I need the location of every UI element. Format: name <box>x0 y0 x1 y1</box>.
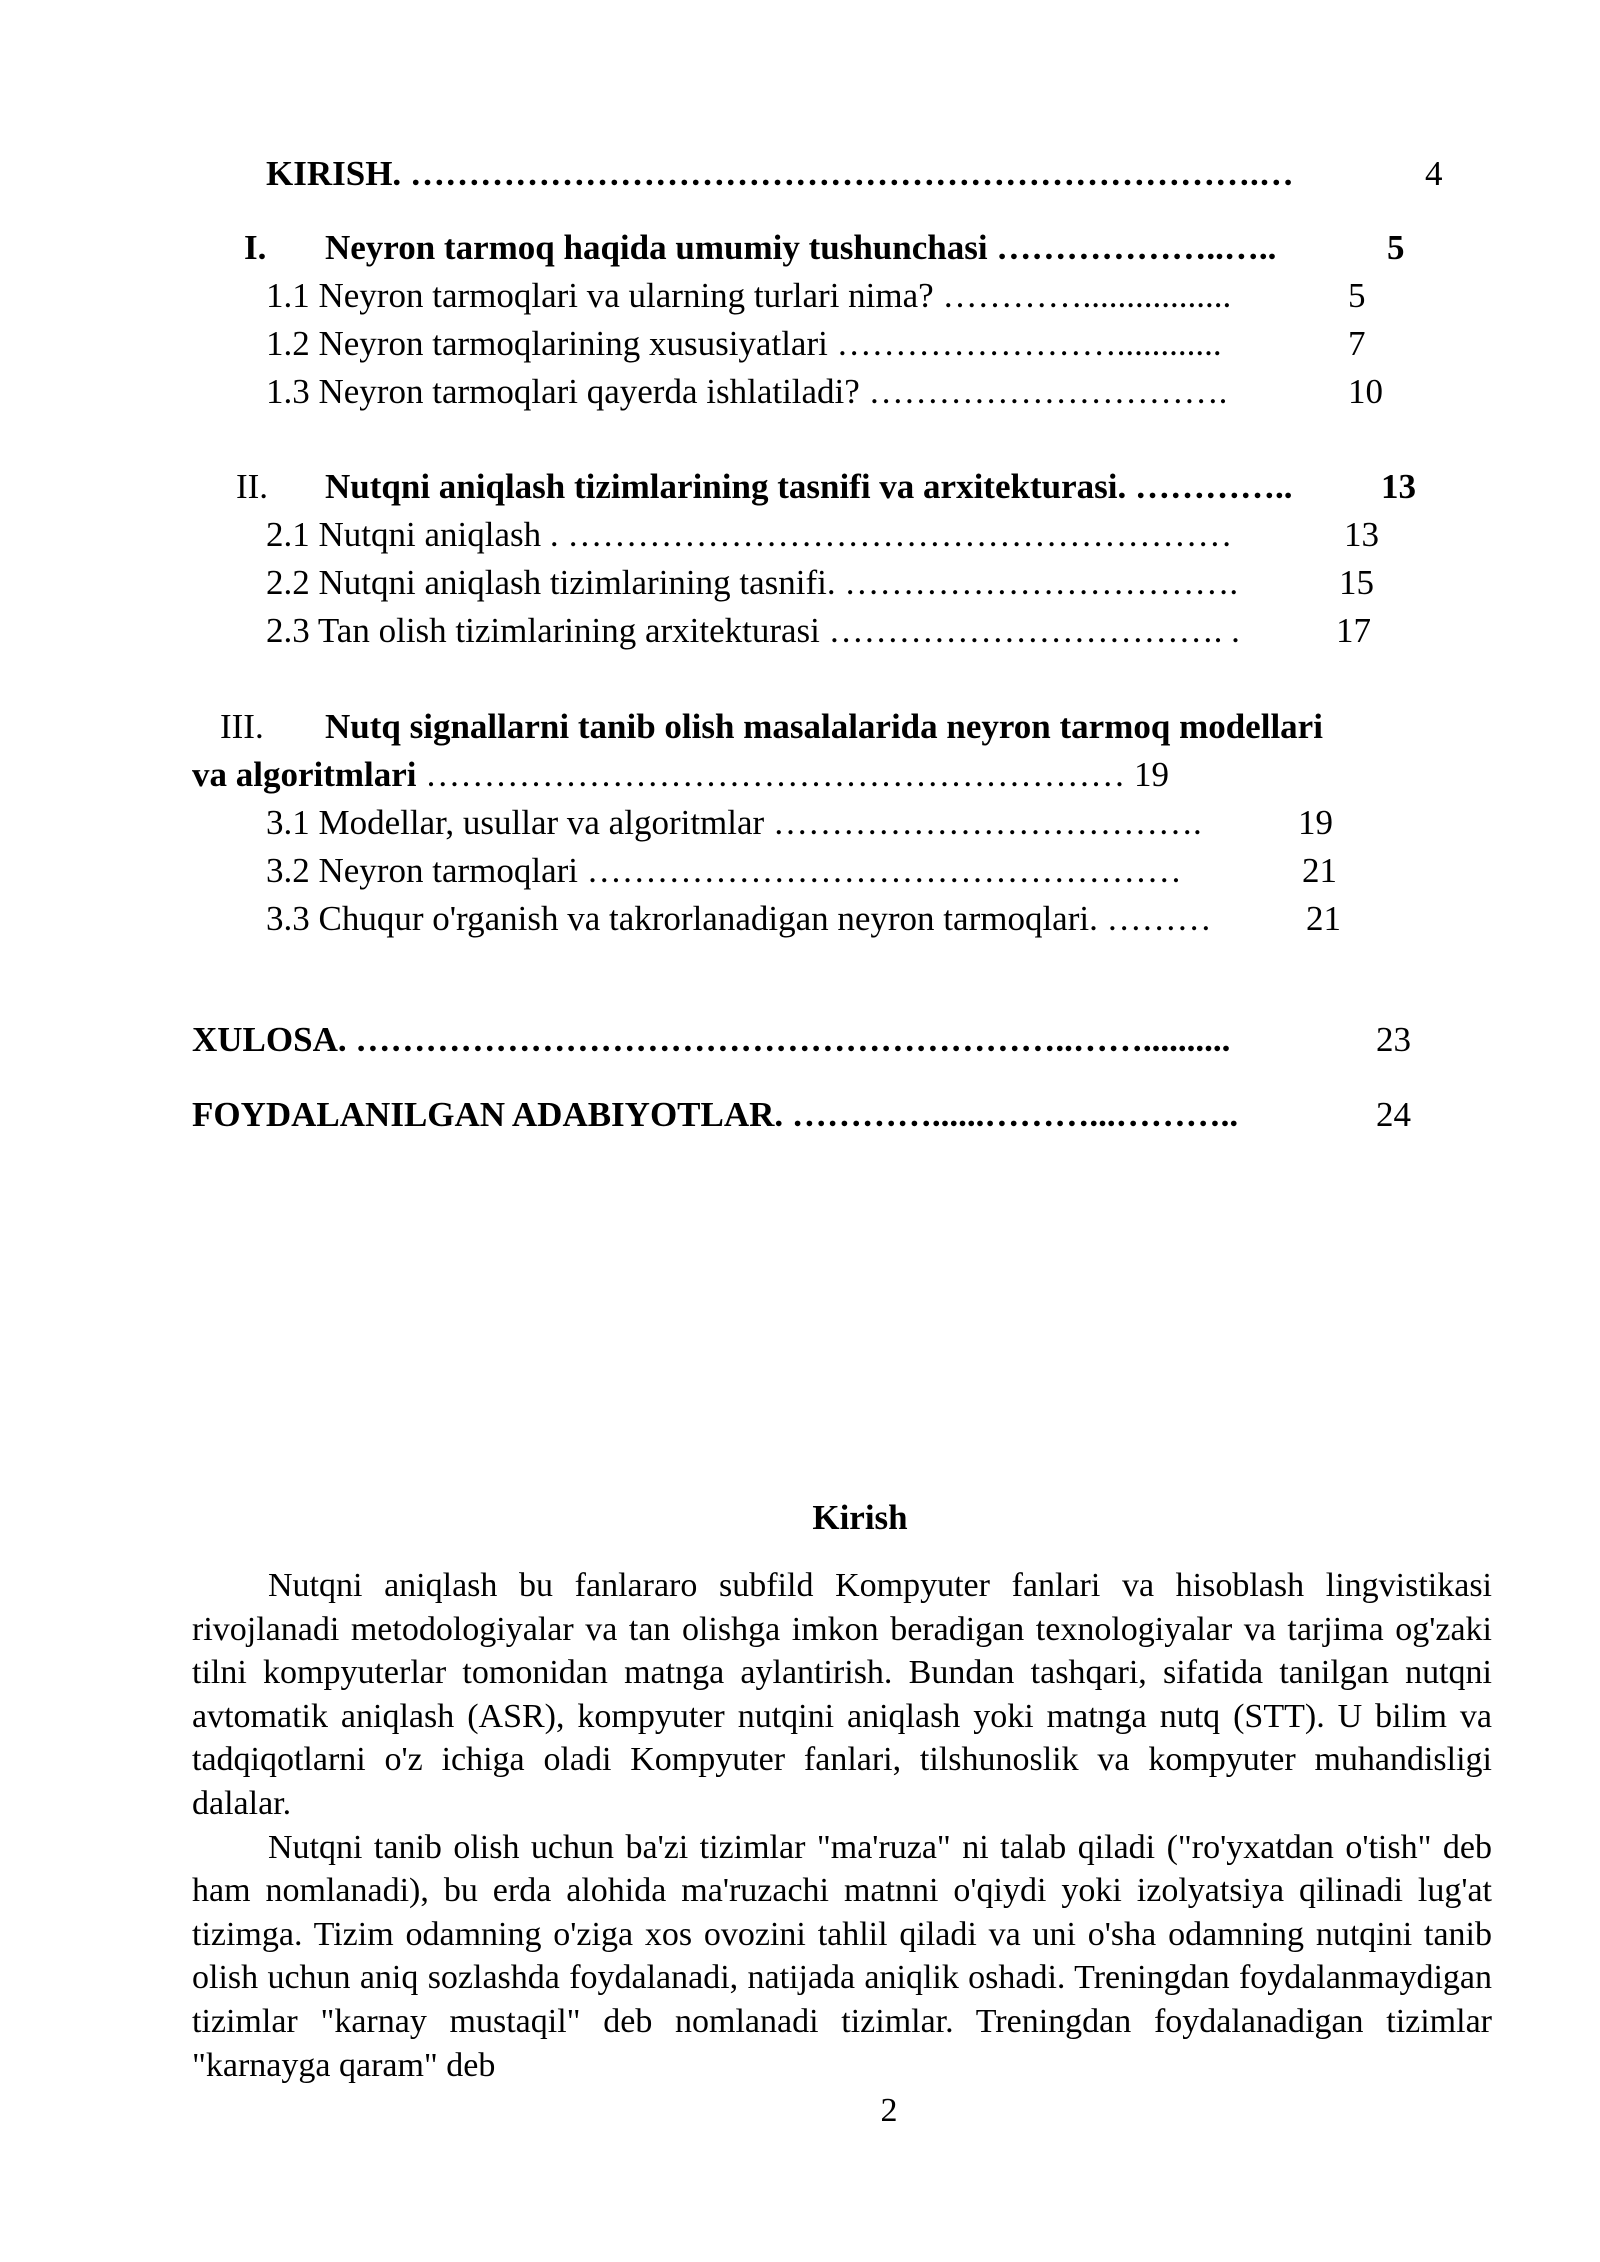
toc-entry-chapter-1[interactable] <box>325 226 1276 270</box>
toc-item-number: 2.1 <box>266 515 310 554</box>
toc-entry-xulosa[interactable] <box>192 1018 1230 1062</box>
toc-leader-dots: ……………………............ <box>836 324 1222 363</box>
toc-leader-dots: ……… <box>1106 899 1212 938</box>
toc-entry-3-3[interactable] <box>266 897 1212 941</box>
toc-page-number: 5 <box>1348 276 1366 315</box>
toc-chapter-title: Nutqni aniqlash tizimlarining tasnifi va arxitekturasi. <box>325 467 1127 506</box>
toc-page-number: 15 <box>1339 563 1374 602</box>
toc-label: KIRISH. <box>266 154 402 193</box>
section-heading: Kirish <box>812 1498 908 1537</box>
toc-page-number: 13 <box>1344 515 1379 554</box>
toc-leader-dots: ……………………………………………………..…….......... <box>355 1020 1231 1059</box>
toc-label: XULOSA. <box>192 1020 347 1059</box>
toc-entry-2-2[interactable] <box>266 561 1238 605</box>
page-number: 2 <box>880 2092 898 2129</box>
toc-entry-1-1[interactable] <box>266 274 1231 318</box>
toc-page-number: 21 <box>1302 851 1337 890</box>
toc-item-title: Tan olish tizimlarining arxitekturasi <box>317 611 820 650</box>
toc-entry-1-2[interactable] <box>266 322 1222 366</box>
toc-item-title: Neyron tarmoqlari va ularning turlari nima? <box>318 276 934 315</box>
body-paragraph: Nutqni tanib olish uchun ba'zi tizimlar "ma'ruza" ni talab qiladi ("ro'yxatdan o'tish" deb ham nomlanadi), bu erda alohida ma'ruzachi matnni o'qiydi yoki izolyatsiya qilinadi lug'at tizimga. Tizim odamning o'ziga xos ovozini tahlil qiladi va uni o'sha odamning nutqini tanib olish uchun aniq sozlashda foydalanadi, natijada aniqlik oshadi. Treningdan foydalanmaydigan tizimlar "karnay mustaqil" deb nomlanadi tizimlar. Treningdan foydalanadigan tizimlar "karnayga qaram" deb <box>192 1828 1492 2084</box>
toc-item-number: 1.2 <box>266 324 310 363</box>
toc-item-number: 3.2 <box>266 851 310 890</box>
toc-page-number: 4 <box>1425 154 1443 193</box>
toc-page-number: 21 <box>1306 899 1341 938</box>
toc-chapter-title: Nutq signallarni tanib olish masalalarida neyron tarmoq modellari <box>325 707 1323 746</box>
toc-entry-3-1[interactable] <box>266 801 1202 845</box>
toc-item-title: Nutqni aniqlash tizimlarining tasnifi. <box>318 563 836 602</box>
toc-chapter-title-continued: va algoritmlari <box>192 755 417 794</box>
toc-leader-dots: ……………………………………………………………….… <box>409 154 1294 193</box>
toc-page-number: 10 <box>1348 372 1383 411</box>
toc-leader-dots: ………………………………………………… <box>567 515 1233 554</box>
toc-entry-chapter-2[interactable] <box>325 465 1292 509</box>
toc-item-title: Chuqur o'rganish va takrorlanadigan neyron tarmoqlari. <box>318 899 1098 938</box>
toc-entry-kirish[interactable] <box>266 152 1294 196</box>
toc-item-number: 2.3 <box>266 611 310 650</box>
toc-item-number: 1.1 <box>266 276 310 315</box>
toc-leader-dots: …………………………. <box>868 372 1228 411</box>
toc-leader-dots: …………................. <box>942 276 1232 315</box>
toc-leader-dots: …………………………………………………… <box>425 755 1126 794</box>
toc-leader-dots: ………………..….. <box>996 228 1277 267</box>
toc-item-number: 3.3 <box>266 899 310 938</box>
toc-item-number: 3.1 <box>266 803 310 842</box>
toc-item-title: Neyron tarmoqlari <box>318 851 578 890</box>
toc-item-number: 2.2 <box>266 563 310 602</box>
toc-leader-dots: ………………………………. <box>772 803 1202 842</box>
toc-chapter-title: Neyron tarmoq haqida umumiy tushunchasi <box>325 228 988 267</box>
toc-leader-dots: …………………………………………… <box>586 851 1182 890</box>
toc-chapter-number: II. <box>236 467 269 506</box>
toc-leader-dots: …………......………...……….. <box>791 1095 1239 1134</box>
toc-entry-1-3[interactable] <box>266 370 1227 414</box>
toc-page-number: 7 <box>1348 324 1366 363</box>
toc-page-number: 13 <box>1381 467 1416 506</box>
toc-page-number: 23 <box>1376 1020 1411 1059</box>
toc-chapter-number: III. <box>220 707 264 746</box>
toc-item-title: Neyron tarmoqlarining xususiyatlari <box>318 324 828 363</box>
toc-item-title: Nutqni aniqlash . <box>318 515 559 554</box>
toc-entry-2-1[interactable] <box>266 513 1232 557</box>
toc-label: FOYDALANILGAN ADABIYOTLAR. <box>192 1095 784 1134</box>
toc-item-title: Modellar, usullar va algoritmlar <box>318 803 765 842</box>
toc-page-number: 17 <box>1336 611 1371 650</box>
toc-leader-dots: ……………………………. . <box>828 611 1240 650</box>
body-paragraph: Nutqni aniqlash bu fanlararo subfild Kompyuter fanlari va hisoblash lingvistikasi rivojlanadi metodologiyalar va tan olishga imkon beradigan texnologiyalar va tarjima og'zaki tilni kompyuterlar tomonidan matnga aylantirish. Bundan tashqari, sifatida tanilgan nutqni avtomatik aniqlash (ASR), kompyuter nutqini aniqlash yoki matnga nutq (STT). U bilim va tadqiqotlarni o'z ichiga oladi Kompyuter fanlari, tilshunoslik va kompyuter muhandisligi dalalar. <box>192 1567 1492 1822</box>
toc-entry-chapter-3[interactable] <box>325 705 1323 749</box>
toc-leader-dots: ………….. <box>1134 467 1293 506</box>
toc-page-number: 5 <box>1387 228 1405 267</box>
toc-leader-dots: ……………………………. <box>844 563 1239 602</box>
toc-entry-chapter-3-cont[interactable] <box>192 753 1169 797</box>
toc-entry-adabiyotlar[interactable] <box>192 1093 1238 1137</box>
toc-item-number: 1.3 <box>266 372 310 411</box>
toc-page-number: 19 <box>1134 755 1170 794</box>
section-body <box>192 1564 1492 2087</box>
toc-item-title: Neyron tarmoqlari qayerda ishlatiladi? <box>318 372 860 411</box>
toc-page-number: 24 <box>1376 1095 1411 1134</box>
toc-page-number: 19 <box>1298 803 1333 842</box>
toc-chapter-number: I. <box>244 228 267 267</box>
toc-entry-3-2[interactable] <box>266 849 1182 893</box>
toc-entry-2-3[interactable] <box>266 609 1240 653</box>
